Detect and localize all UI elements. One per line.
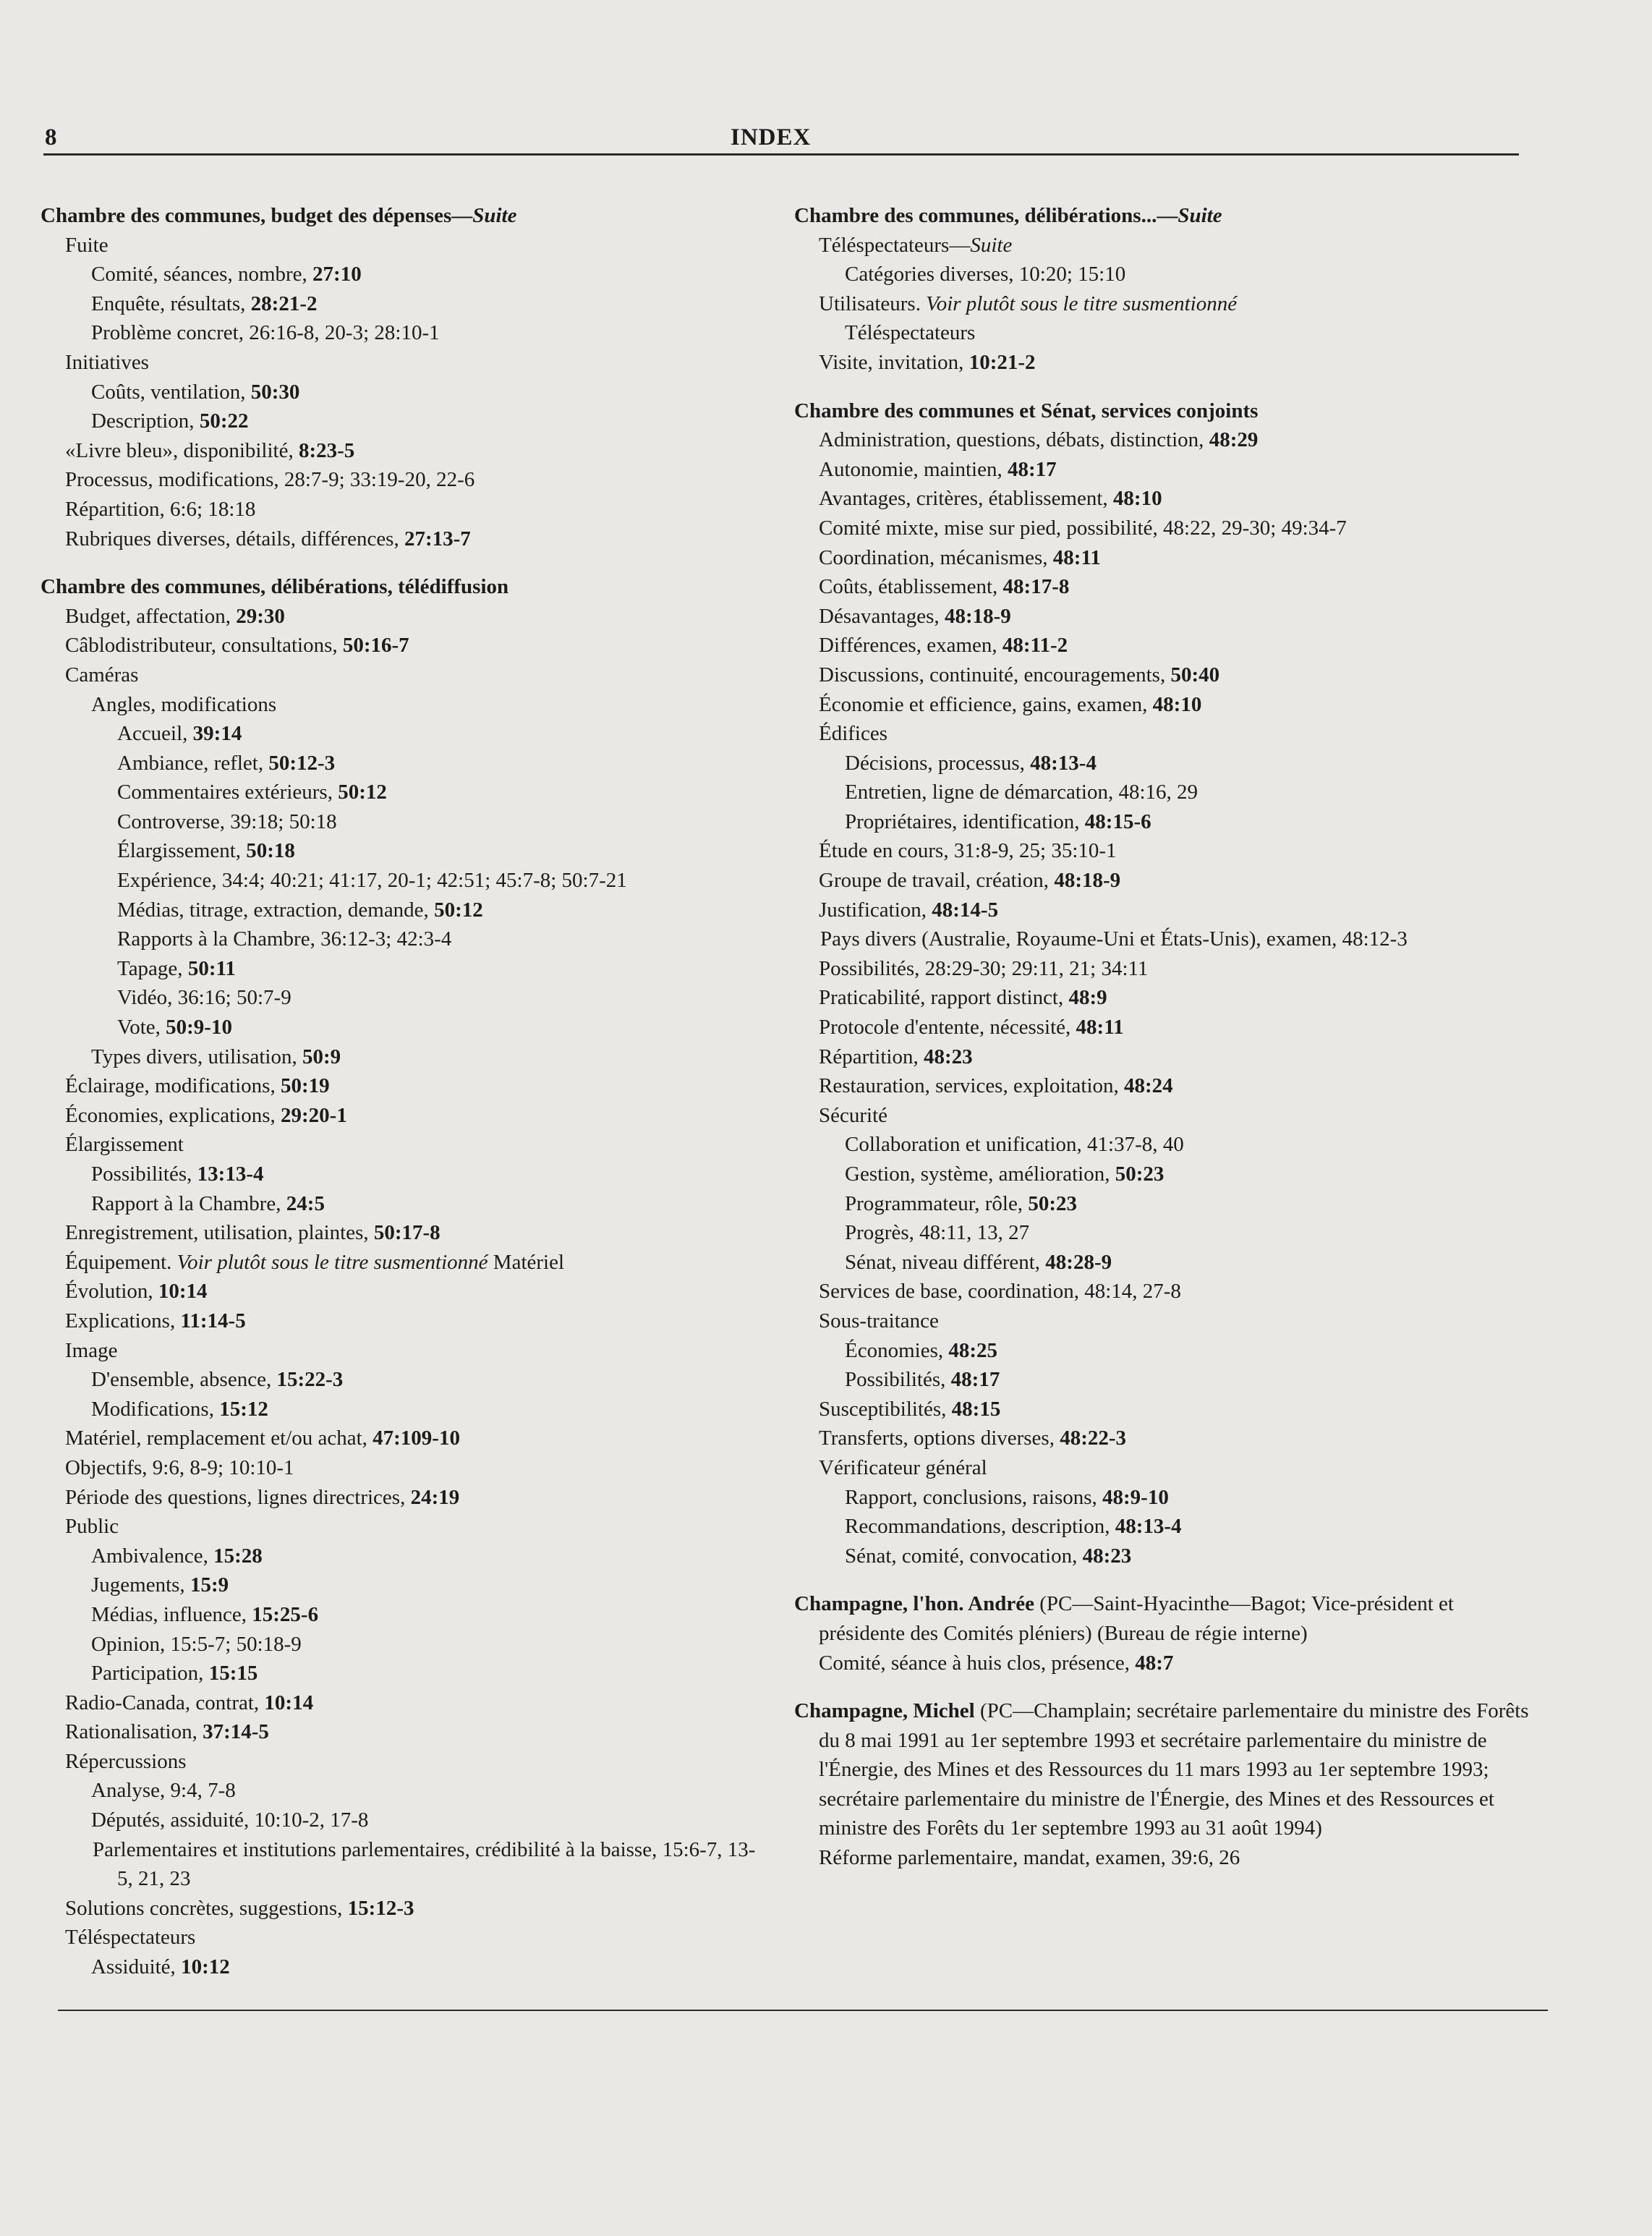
index-entry: Députés, assiduité, 10:10-2, 17-8 [91,1808,369,1832]
index-entry: Services de base, coordination, 48:14, 27-8 [819,1280,1181,1304]
index-entry: Édifices [819,722,888,746]
index-entry: Modifications, 15:12 [91,1397,268,1421]
index-entry: Transferts, options diverses, 48:22-3 [819,1427,1127,1450]
index-entry: Comité, séances, nombre, 27:10 [91,263,362,286]
index-entry: Image [65,1338,118,1362]
index-entry: Vote, 50:9-10 [117,1016,232,1040]
index-entry: Budget, affectation, 29:30 [65,604,285,628]
index-entry: Objectifs, 9:6, 8-9; 10:10-1 [65,1455,294,1479]
index-entry: Possibilités, 13:13-4 [91,1162,264,1186]
index-entry: Controverse, 39:18; 50:18 [117,809,337,833]
header-rule [43,153,1519,156]
index-entry: Opinion, 15:5-7; 50:18-9 [91,1632,302,1656]
index-entry: Période des questions, lignes directrices, 24:19 [65,1485,460,1509]
index-entry: Groupe de travail, création, 48:18-9 [819,869,1121,893]
index-entry: Propriétaires, identification, 48:15-6 [845,809,1151,833]
index-entry: Rubriques diverses, détails, différences, 27:13-7 [65,527,471,551]
index-entry: Processus, modifications, 28:7-9; 33:19-20, 22-6 [65,468,475,492]
index-entry: Économies, explications, 29:20-1 [65,1103,347,1127]
index-entry: Vidéo, 36:16; 50:7-9 [117,986,291,1010]
index-entry: Collaboration et unification, 41:37-8, 40 [845,1133,1184,1157]
index-entry: Vérificateur général [819,1455,987,1479]
index-entry: Coûts, établissement, 48:17-8 [819,575,1070,599]
index-entry: Coûts, ventilation, 50:30 [91,380,300,404]
index-entry: Caméras [65,663,139,686]
index-entry: Angles, modifications [91,692,277,716]
index-entry: Possibilités, 28:29-30; 29:11, 21; 34:11 [819,956,1149,980]
index-entry: Enquête, résultats, 28:21-2 [91,292,318,315]
index-entry: Avantages, critères, établissement, 48:10 [819,487,1162,511]
index-heading: Champagne, l'hon. Andrée (PC—Saint-Hyacinthe—Bagot; Vice-président et présidente des Comités pléniers) (Bureau de régie interne) [794,1592,1454,1645]
index-entry: Sécurité [819,1103,888,1127]
index-entry: Réforme parlementaire, mandat, examen, 39:6, 26 [819,1846,1240,1870]
index-entry: Élargissement [65,1133,184,1157]
index-column-left [41,201,764,1982]
index-entry: Jugements, 15:9 [91,1573,229,1597]
footer-rule [58,2010,1548,2011]
index-entry: Parlementaires et institutions parlementaires, crédibilité à la baisse, 15:6-7, 13-5, 21, 23 [93,1837,756,1891]
index-heading: Chambre des communes, délibérations, télédiffusion [41,575,509,599]
index-entry: Ambiance, reflet, 50:12-3 [117,751,336,775]
index-entry: Solutions concrètes, suggestions, 15:12-3 [65,1896,414,1920]
index-entry: Répartition, 48:23 [819,1045,973,1068]
index-entry: «Livre bleu», disponibilité, 8:23-5 [65,438,355,462]
index-column-right [794,201,1530,1873]
index-entry: Autonomie, maintien, 48:17 [819,457,1057,481]
index-entry: Expérience, 34:4; 40:21; 41:17, 20-1; 42:51; 45:7-8; 50:7-21 [117,869,627,893]
page-number: 8 [45,124,57,150]
index-entry: Enregistrement, utilisation, plaintes, 50:17-8 [65,1221,440,1245]
index-entry: Équipement. Voir plutôt sous le titre susmentionné Matériel [65,1250,565,1274]
index-entry: Élargissement, 50:18 [117,839,295,863]
index-entry: Entretien, ligne de démarcation, 48:16, 29 [845,781,1198,804]
index-entry: Sous-traitance [819,1309,939,1332]
index-entry: Téléspectateurs [845,321,976,345]
index-entry: Rationalisation, 37:14-5 [65,1720,269,1744]
index-entry: Évolution, 10:14 [65,1280,208,1304]
index-entry: Possibilités, 48:17 [845,1368,1000,1392]
index-entry: Accueil, 39:14 [117,722,242,746]
index-entry: Désavantages, 48:18-9 [819,604,1011,628]
index-entry: Économie et efficience, gains, examen, 48:10 [819,692,1202,716]
index-entry: Téléspectateurs—Suite [819,233,1013,257]
index-entry: Types divers, utilisation, 50:9 [91,1045,341,1068]
index-entry: Administration, questions, débats, distinction, 48:29 [819,428,1259,452]
index-entry: Restauration, services, exploitation, 48:24 [819,1074,1173,1098]
index-entry: Fuite [65,233,108,257]
index-entry: Comité mixte, mise sur pied, possibilité, 48:22, 29-30; 49:34-7 [819,516,1347,540]
index-entry: Coordination, mécanismes, 48:11 [819,545,1101,569]
index-entry: Décisions, processus, 48:13-4 [845,751,1097,775]
index-entry: Médias, titrage, extraction, demande, 50:12 [117,898,483,922]
index-entry: Visite, invitation, 10:21-2 [819,350,1036,374]
index-entry: Tapage, 50:11 [117,956,236,980]
index-entry: Explications, 11:14-5 [65,1309,246,1332]
index-entry: Utilisateurs. Voir plutôt sous le titre susmentionné [819,292,1238,315]
index-entry: Analyse, 9:4, 7-8 [91,1779,236,1803]
index-entry: Économies, 48:25 [845,1338,998,1362]
index-entry: Étude en cours, 31:8-9, 25; 35:10-1 [819,839,1117,863]
index-entry: Ambivalence, 15:28 [91,1544,263,1568]
index-entry: Sénat, niveau différent, 48:28-9 [845,1250,1112,1274]
index-entry: Rapport à la Chambre, 24:5 [91,1191,325,1215]
index-entry: Problème concret, 26:16-8, 20-3; 28:10-1 [91,321,440,345]
index-entry: Rapports à la Chambre, 36:12-3; 42:3-4 [117,927,452,951]
index-entry: Gestion, système, amélioration, 50:23 [845,1162,1165,1186]
index-entry: Discussions, continuité, encouragements, 50:40 [819,663,1220,686]
index-entry: Éclairage, modifications, 50:19 [65,1074,330,1098]
index-entry: Protocole d'entente, nécessité, 48:11 [819,1016,1124,1040]
index-entry: Justification, 48:14-5 [819,898,999,922]
index-entry: Public [65,1515,119,1539]
index-entry: Répartition, 6:6; 18:18 [65,497,256,521]
index-entry: Radio-Canada, contrat, 10:14 [65,1691,314,1714]
index-entry: Programmateur, rôle, 50:23 [845,1191,1077,1215]
index-entry: Téléspectateurs [65,1926,196,1950]
index-entry: Médias, influence, 15:25-6 [91,1602,319,1626]
index-entry: Pays divers (Australie, Royaume-Uni et États-Unis), examen, 48:12-3 [820,927,1408,951]
index-entry: Répercussions [65,1749,187,1773]
index-entry: Description, 50:22 [91,409,249,433]
index-entry: Matériel, remplacement et/ou achat, 47:109-10 [65,1427,460,1450]
index-entry: Différences, examen, 48:11-2 [819,634,1068,658]
index-heading: Chambre des communes, budget des dépenses—Suite [41,204,517,227]
index-entry: Susceptibilités, 48:15 [819,1397,1001,1421]
index-entry: D'ensemble, absence, 15:22-3 [91,1368,344,1392]
index-entry: Catégories diverses, 10:20; 15:10 [845,263,1126,286]
index-entry: Assiduité, 10:12 [91,1955,230,1979]
index-heading: Champagne, Michel (PC—Champlain; secrétaire parlementaire du ministre des Forêts du 8 mai 1991 au 1er septembre 1993 et secrétaire parlementaire du ministre de l'Énergie, des Mines et des Ressources du 11 mars 1993 au 1er septembre 1993; secrétaire parlementaire du ministre de l'Énergie, des Mines et des Ressources et ministre des Forêts du 1er septembre 1993 au 31 août 1994) [794,1699,1529,1840]
index-entry: Sénat, comité, convocation, 48:23 [845,1544,1132,1568]
index-entry: Initiatives [65,350,149,374]
index-heading: Chambre des communes et Sénat, services conjoints [794,399,1259,422]
index-entry: Recommandations, description, 48:13-4 [845,1515,1182,1539]
index-entry: Rapport, conclusions, raisons, 48:9-10 [845,1485,1169,1509]
index-heading: Chambre des communes, délibérations...—Suite [794,204,1222,227]
index-entry: Progrès, 48:11, 13, 27 [845,1221,1030,1245]
index-entry: Participation, 15:15 [91,1662,258,1685]
index-entry: Câblodistributeur, consultations, 50:16-7 [65,634,409,658]
index-entry: Comité, séance à huis clos, présence, 48:7 [819,1651,1174,1675]
page-title: INDEX [731,124,812,150]
index-entry: Praticabilité, rapport distinct, 48:9 [819,986,1107,1010]
index-entry: Commentaires extérieurs, 50:12 [117,781,387,804]
